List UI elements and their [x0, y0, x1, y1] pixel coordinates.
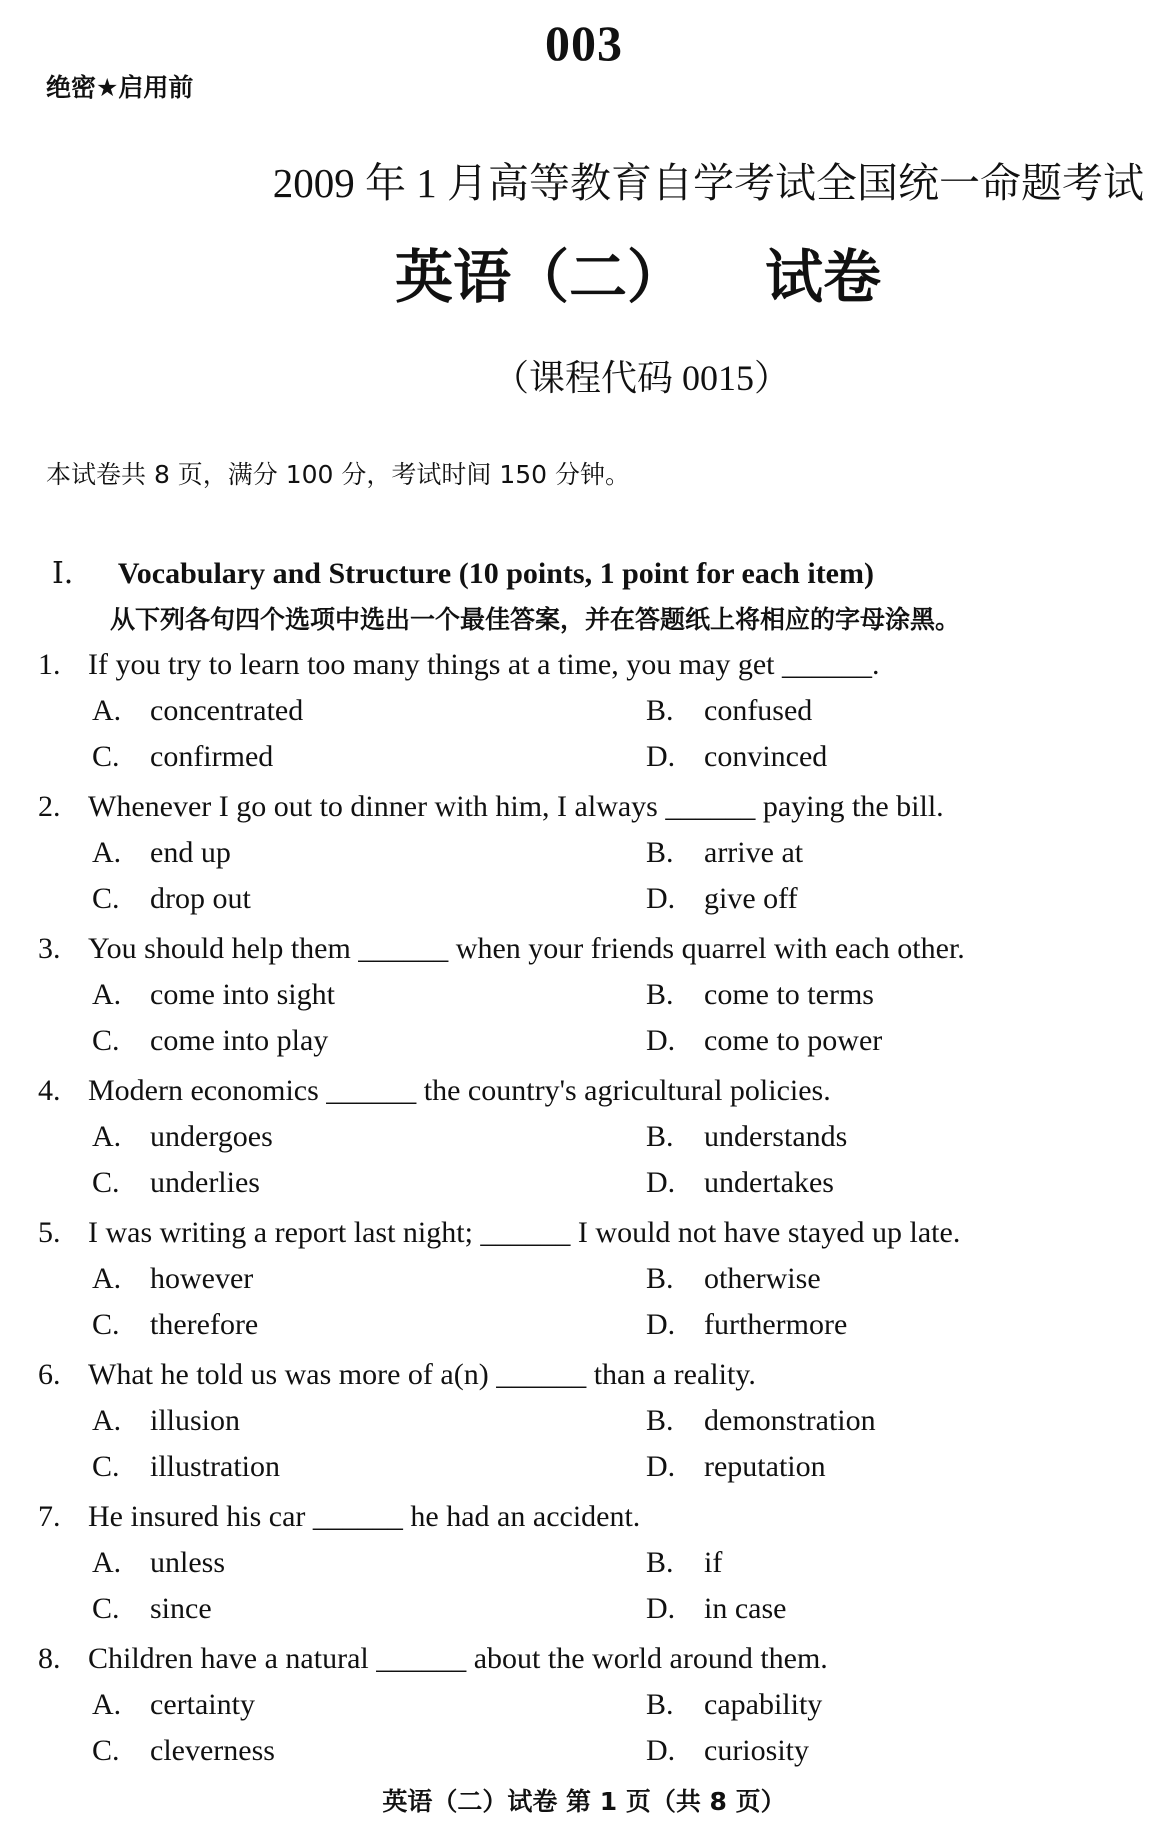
option-text: come to power [704, 1024, 883, 1057]
secret-label: 绝密★启用前 [46, 73, 194, 102]
answer-option [646, 1024, 882, 1058]
paper-title [395, 230, 881, 314]
option-text: undertakes [704, 1166, 834, 1199]
answer-option [92, 740, 273, 774]
question-text: If you try to learn too many things at a time, you may get ______. [88, 648, 880, 681]
question-text: What he told us was more of a(n) ______ than a reality. [88, 1358, 756, 1391]
answer-option [92, 882, 251, 916]
option-text: drop out [150, 882, 251, 915]
option-text: demonstration [704, 1404, 876, 1437]
option-letter: B. [646, 1546, 674, 1579]
question-number: 7. [38, 1500, 61, 1533]
question-number: 6. [38, 1358, 61, 1391]
option-letter: A. [92, 1404, 122, 1437]
option-letter: D. [646, 1024, 676, 1057]
question-stem [38, 648, 880, 682]
question-stem [38, 1074, 831, 1108]
question-text: Modern economics ______ the country's agricultural policies. [88, 1074, 831, 1107]
answer-option [92, 1262, 253, 1296]
option-letter: B. [646, 1262, 674, 1295]
option-text: if [704, 1546, 723, 1579]
option-letter: D. [646, 1450, 676, 1483]
option-text: understands [704, 1120, 848, 1153]
option-text: underlies [150, 1166, 260, 1199]
section-heading [52, 548, 874, 592]
answer-option [92, 1024, 328, 1058]
answer-option [646, 740, 827, 774]
exam-title: 2009 年 1 月高等教育自学考试全国统一命题考试 [272, 160, 1144, 206]
answer-option [92, 1546, 225, 1580]
option-text: certainty [150, 1688, 255, 1721]
option-letter: B. [646, 978, 674, 1011]
option-text: arrive at [704, 836, 804, 869]
option-letter: C. [92, 1024, 120, 1057]
option-text: unless [150, 1546, 225, 1579]
option-letter: B. [646, 694, 674, 727]
option-text: therefore [150, 1308, 259, 1341]
answer-option [92, 1166, 260, 1200]
question-number: 4. [38, 1074, 61, 1107]
question-text: Children have a natural ______ about the world around them. [88, 1642, 828, 1675]
option-text: end up [150, 836, 231, 869]
question-stem [38, 1642, 828, 1676]
question-stem [38, 790, 944, 824]
answer-option [646, 1592, 786, 1626]
option-letter: C. [92, 1450, 120, 1483]
section-instruction: 从下列各句四个选项中选出一个最佳答案，并在答题纸上将相应的字母涂黑。 [110, 605, 961, 634]
option-letter: D. [646, 1592, 676, 1625]
answer-option [646, 1734, 809, 1768]
option-text: confused [704, 694, 813, 727]
course-code: （课程代码 0015） [493, 358, 791, 398]
option-letter: D. [646, 1734, 676, 1767]
option-text: furthermore [704, 1308, 848, 1341]
answer-option [646, 882, 798, 916]
option-text: otherwise [704, 1262, 821, 1295]
answer-option [92, 1120, 273, 1154]
answer-option [92, 1734, 275, 1768]
option-text: reputation [704, 1450, 826, 1483]
option-text: however [150, 1262, 254, 1295]
answer-option [646, 1546, 722, 1580]
question-number: 3. [38, 932, 61, 965]
option-text: come into sight [150, 978, 335, 1011]
question-stem [38, 1216, 960, 1250]
exam-note: 本试卷共 8 页，满分 100 分，考试时间 150 分钟。 [46, 460, 631, 489]
paper-name: 英语（二） [395, 245, 686, 310]
question-text: I was writing a report last night; ______ I would not have stayed up late. [88, 1216, 961, 1249]
option-letter: C. [92, 882, 120, 915]
answer-option [92, 1688, 255, 1722]
answer-option [646, 694, 812, 728]
option-text: curiosity [704, 1734, 809, 1767]
option-letter: C. [92, 1308, 120, 1341]
option-letter: B. [646, 1688, 674, 1721]
option-text: in case [704, 1592, 787, 1625]
answer-option [646, 836, 803, 870]
answer-option [646, 1404, 876, 1438]
serial-number: 003 [545, 15, 623, 71]
option-letter: B. [646, 1404, 674, 1437]
answer-option [92, 836, 231, 870]
question-text: Whenever I go out to dinner with him, I always ______ paying the bill. [88, 790, 944, 823]
answer-option [646, 1450, 826, 1484]
answer-option [646, 978, 874, 1012]
question-number: 2. [38, 790, 61, 823]
option-text: illustration [150, 1450, 280, 1483]
question-number: 8. [38, 1642, 61, 1675]
section-number: I． [52, 556, 94, 591]
option-letter: C. [92, 740, 120, 773]
option-text: cleverness [150, 1734, 275, 1767]
question-number: 5. [38, 1216, 61, 1249]
question-text: You should help them ______ when your friends quarrel with each other. [88, 932, 965, 965]
answer-option [646, 1262, 821, 1296]
answer-option [92, 978, 335, 1012]
answer-option [92, 1450, 280, 1484]
option-text: concentrated [150, 694, 304, 727]
option-letter: D. [646, 882, 676, 915]
section-title: Vocabulary and Structure (10 points, 1 point for each item) [117, 557, 874, 590]
answer-option [92, 1404, 240, 1438]
option-text: come to terms [704, 978, 874, 1011]
option-letter: A. [92, 1120, 122, 1153]
option-letter: A. [92, 836, 122, 869]
option-letter: A. [92, 694, 122, 727]
option-text: confirmed [150, 740, 274, 773]
option-text: illusion [150, 1404, 241, 1437]
option-letter: C. [92, 1734, 120, 1767]
page-footer: 英语（二）试卷 第 1 页（共 8 页） [382, 1787, 786, 1816]
option-text: convinced [704, 740, 828, 773]
answer-option [92, 1592, 212, 1626]
answer-option [92, 1308, 258, 1342]
answer-option [646, 1688, 822, 1722]
question-stem [38, 1358, 756, 1392]
option-letter: C. [92, 1592, 120, 1625]
answer-option [92, 694, 303, 728]
option-letter: D. [646, 1308, 676, 1341]
answer-option [646, 1308, 847, 1342]
option-letter: A. [92, 978, 122, 1011]
question-number: 1. [38, 648, 61, 681]
option-letter: D. [646, 740, 676, 773]
paper-suffix: 试卷 [765, 245, 882, 310]
option-letter: B. [646, 1120, 674, 1153]
option-text: since [150, 1592, 212, 1625]
option-letter: A. [92, 1262, 122, 1295]
question-stem [38, 932, 965, 966]
option-letter: A. [92, 1546, 122, 1579]
option-letter: A. [92, 1688, 122, 1721]
option-text: give off [704, 882, 798, 915]
option-text: undergoes [150, 1120, 273, 1153]
option-letter: B. [646, 836, 674, 869]
answer-option [646, 1166, 834, 1200]
question-text: He insured his car ______ he had an accident. [88, 1500, 641, 1533]
option-text: come into play [150, 1024, 329, 1057]
answer-option [646, 1120, 847, 1154]
question-stem [38, 1500, 640, 1534]
option-text: capability [704, 1688, 823, 1721]
option-letter: C. [92, 1166, 120, 1199]
option-letter: D. [646, 1166, 676, 1199]
